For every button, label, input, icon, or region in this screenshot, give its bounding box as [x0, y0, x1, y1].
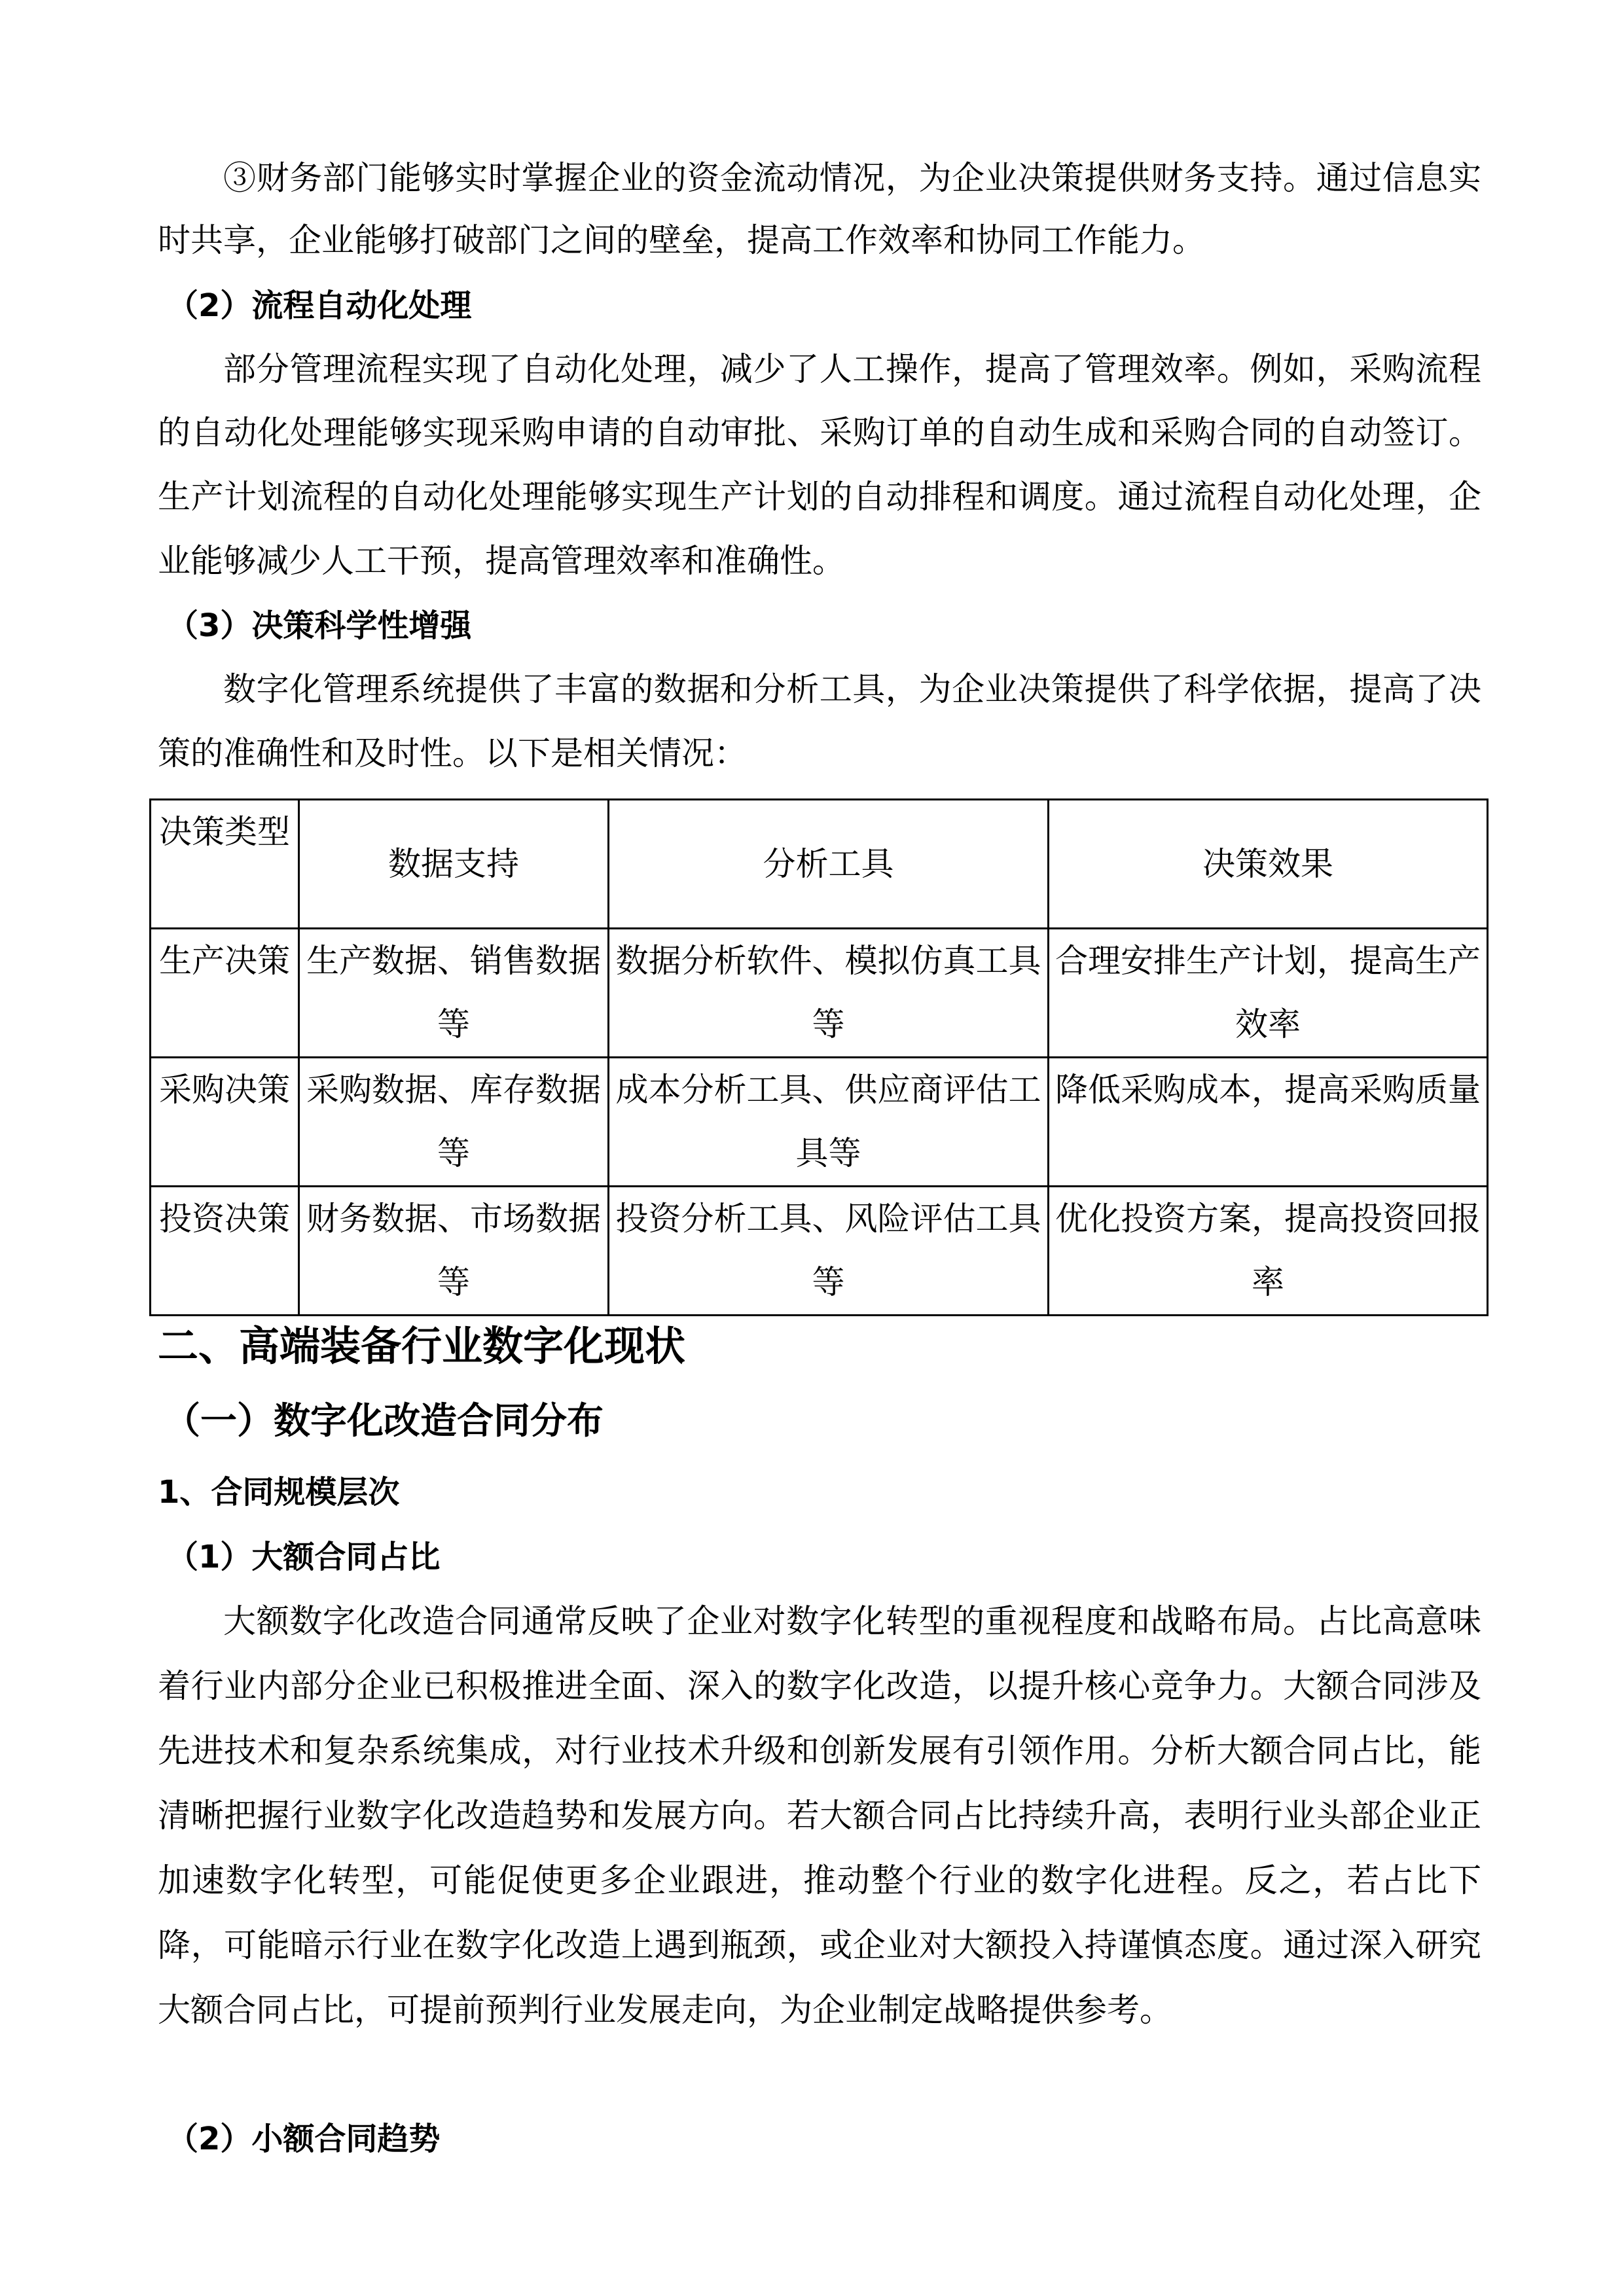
header-cell: 数据支持 [299, 800, 609, 929]
header-cell: 分析工具 [609, 800, 1049, 929]
text-line: 大额合同占比，可提前预判行业发展走向，为企业制定战略提供参考。 [158, 1991, 1172, 2029]
subtopic-heading-large-contracts: （1）大额合同占比 [167, 1539, 441, 1575]
table-cell: 投资分析工具、风险评估工具等 [609, 1187, 1049, 1316]
subheading-decision-science: （3）决策科学性增强 [167, 607, 472, 644]
table-row [151, 1058, 1488, 1187]
table-cell: 财务数据、市场数据等 [299, 1187, 609, 1316]
table-cell: 投资决策 [151, 1187, 299, 1316]
text-line: 策的准确性和及时性。以下是相关情况： [158, 734, 747, 772]
section-heading: 二、高端装备行业数字化现状 [158, 1322, 686, 1370]
decision-table [149, 798, 1489, 1316]
text-line: 着行业内部分企业已积极推进全面、深入的数字化改造，以提升核心竞争力。大额合同涉及 [158, 1667, 1481, 1705]
text-line: 先进技术和复杂系统集成，对行业技术升级和创新发展有引领作用。分析大额合同占比，能 [158, 1732, 1481, 1770]
header-cell: 决策效果 [1049, 800, 1488, 929]
table-header-row [151, 800, 1488, 929]
table-row [151, 929, 1488, 1058]
table-cell: 降低采购成本，提高采购质量 [1049, 1058, 1488, 1187]
text-line: 降，可能暗示行业在数字化改造上遇到瓶颈，或企业对大额投入持谨慎态度。通过深入研究 [158, 1926, 1481, 1964]
subtopic-heading-small-contracts: （2）小额合同趋势 [167, 2121, 441, 2157]
table-cell: 生产数据、销售数据等 [299, 929, 609, 1058]
table-cell: 采购决策 [151, 1058, 299, 1187]
text-line: 加速数字化转型，可能促使更多企业跟进，推动整个行业的数字化进程。反之，若占比下 [158, 1861, 1481, 1899]
text-line: 大额数字化改造合同通常反映了企业对数字化转型的重视程度和战略布局。占比高意味 [223, 1602, 1481, 1640]
table-row [151, 1187, 1488, 1316]
text-line: 业能够减少人工干预，提高管理效率和准确性。 [158, 542, 845, 580]
topic-heading: 1、合同规模层次 [158, 1474, 400, 1511]
text-line: 时共享，企业能够打破部门之间的壁垒，提高工作效率和协同工作能力。 [158, 221, 1205, 259]
table-cell: 生产决策 [151, 929, 299, 1058]
text-line: 清晰把握行业数字化改造趋势和发展方向。若大额合同占比持续升高，表明行业头部企业正 [158, 1797, 1481, 1835]
subsection-heading: （一）数字化改造合同分布 [164, 1400, 604, 1443]
text-line: 数字化管理系统提供了丰富的数据和分析工具，为企业决策提供了科学依据，提高了决 [223, 670, 1481, 708]
text-line: 部分管理流程实现了自动化处理，减少了人工操作，提高了管理效率。例如，采购流程 [223, 350, 1481, 388]
table-cell: 合理安排生产计划，提高生产效率 [1049, 929, 1488, 1058]
text-line: 生产计划流程的自动化处理能够实现生产计划的自动排程和调度。通过流程自动化处理，企 [158, 478, 1481, 516]
subheading-process-automation: （2）流程自动化处理 [167, 287, 472, 324]
table-cell: 优化投资方案，提高投资回报率 [1049, 1187, 1488, 1316]
text-line: 的自动化处理能够实现采购申请的自动审批、采购订单的自动生成和采购合同的自动签订。 [158, 414, 1481, 452]
table-cell: 数据分析软件、模拟仿真工具等 [609, 929, 1049, 1058]
text-line: ③财务部门能够实时掌握企业的资金流动情况，为企业决策提供财务支持。通过信息实 [223, 159, 1481, 197]
table-cell: 成本分析工具、供应商评估工具等 [609, 1058, 1049, 1187]
table-cell: 采购数据、库存数据等 [299, 1058, 609, 1187]
header-cell: 决策类型 [151, 800, 299, 929]
